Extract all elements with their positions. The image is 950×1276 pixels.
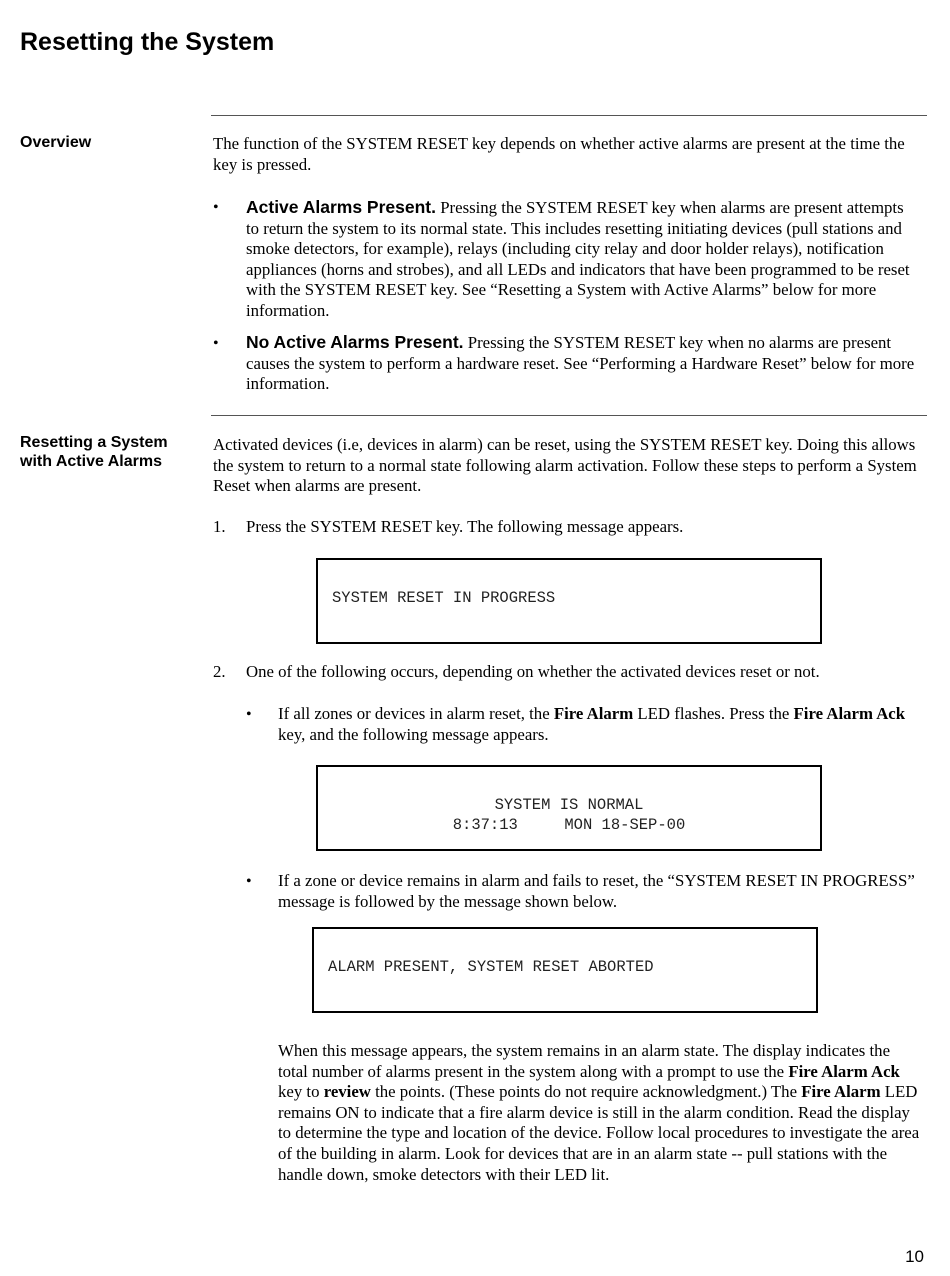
section-intro: Activated devices (i.e, devices in alarm) can be reset, using the SYSTEM RESET key. Doing this allows the system to return to a normal state following alarm activation. Follow these steps to perform a System Reset when alarms are present. bbox=[213, 435, 917, 496]
step-text: Press the SYSTEM RESET key. The following message appears. bbox=[246, 517, 684, 536]
lcd-line: SYSTEM IS NORMAL bbox=[494, 796, 644, 814]
step-number: 2. bbox=[213, 662, 226, 681]
step-number: 1. bbox=[213, 517, 226, 536]
section-heading-line: with Active Alarms bbox=[20, 453, 162, 470]
lcd-display bbox=[316, 558, 822, 644]
section-divider bbox=[211, 415, 927, 416]
bullet-text: Pressing the SYSTEM RESET key when alarms are present attempts to return the system to its normal state. This includes resetting initiating devices (pull stations and smoke detectors, for example), relays (including city relay and door holder relays), notification appliances (horns and strobes), and all LEDs and indicators that have been programmed to be reset with the SYSTEM RESET key. See “Resetting a System with Active Alarms” below for more information. bbox=[246, 198, 910, 320]
lcd-display bbox=[312, 927, 818, 1013]
text-run: LED flashes. Press the bbox=[633, 704, 794, 723]
lcd-line: 8:37:13 MON 18-SEP-00 bbox=[452, 816, 686, 834]
bullet-lead: No Active Alarms Present. bbox=[246, 332, 464, 352]
overview-intro: The function of the SYSTEM RESET key depends on whether active alarms are present at the time the key is pressed. bbox=[213, 134, 905, 174]
overview-heading: Overview bbox=[20, 134, 92, 151]
bullet-no-active-alarms bbox=[246, 332, 918, 395]
page-title: Resetting the System bbox=[20, 28, 275, 56]
bullet-marker: • bbox=[213, 199, 219, 216]
sub-bullet-all-reset bbox=[278, 704, 926, 745]
page-number: 10 bbox=[905, 1247, 924, 1266]
text-run: key to bbox=[278, 1082, 324, 1102]
closing-paragraph bbox=[278, 1041, 924, 1185]
bold-term: review bbox=[323, 1082, 371, 1102]
bullet-marker: • bbox=[213, 335, 219, 352]
text-run: the points. (These points do not require acknowledgment.) The bbox=[370, 1082, 802, 1102]
bold-term: Fire Alarm Ack bbox=[793, 704, 906, 723]
section-heading-resetting bbox=[20, 433, 200, 471]
sub-bullet-fails-reset: If a zone or device remains in alarm and fails to reset, the “SYSTEM RESET IN PROGRESS” message is followed by the message shown below. bbox=[278, 871, 915, 911]
bold-term: Fire Alarm bbox=[553, 704, 634, 723]
text-run: key, and the following message appears. bbox=[278, 724, 549, 744]
bold-term: Fire Alarm bbox=[801, 1082, 881, 1102]
bullet-text: Pressing the SYSTEM RESET key when no alarms are present causes the system to perform a hardware reset. See “Performing a Hardware Reset” below for more information. bbox=[246, 333, 915, 394]
text-run: When this message appears, the system remains in an alarm state. The display indicates the total number of alarms present in the system along with a prompt to use the bbox=[278, 1041, 891, 1081]
lcd-display bbox=[316, 765, 822, 851]
bold-term: Fire Alarm Ack bbox=[788, 1061, 900, 1081]
section-divider bbox=[211, 115, 927, 116]
bullet-active-alarms bbox=[246, 197, 918, 322]
text-run: LED remains ON to indicate that a fire alarm device is still in the alarm condition. Read the display to determine the type and location of the device. Follow local procedures to investigate the area of the building in alarm. Look for devices that are in an alarm state -- pull stations with the handle down, smoke detectors with their LED lit. bbox=[278, 1082, 920, 1184]
text-run: If all zones or devices in alarm reset, the bbox=[278, 704, 554, 723]
bullet-marker: • bbox=[246, 873, 252, 890]
bullet-marker: • bbox=[246, 706, 252, 723]
lcd-line: ALARM PRESENT, SYSTEM RESET ABORTED bbox=[328, 958, 654, 976]
section-heading-line: Resetting a System bbox=[20, 434, 168, 451]
lcd-line: SYSTEM RESET IN PROGRESS bbox=[332, 589, 556, 607]
bullet-lead: Active Alarms Present. bbox=[246, 197, 436, 217]
step-text: One of the following occurs, depending on whether the activated devices reset or not. bbox=[246, 662, 820, 681]
